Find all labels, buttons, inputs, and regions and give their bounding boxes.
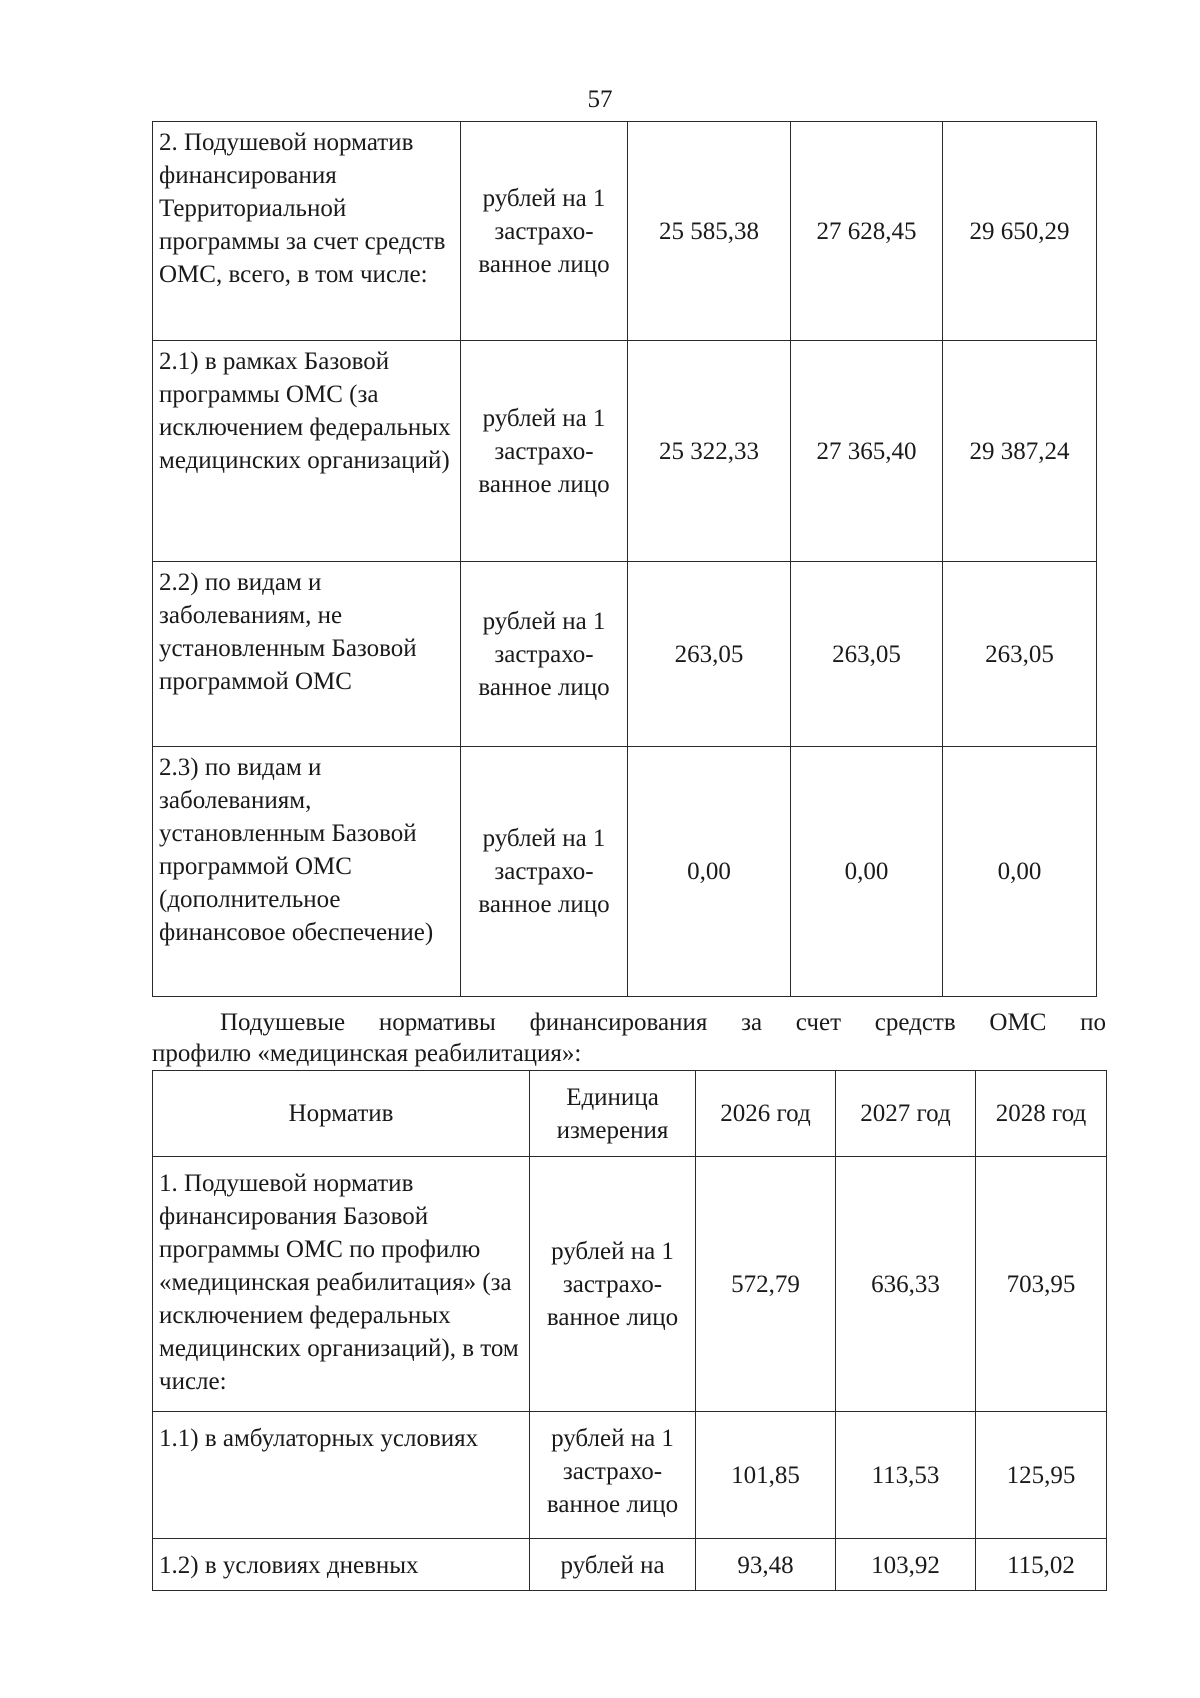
- value-2027: 103,92: [836, 1539, 976, 1591]
- header-2028: 2028 год: [976, 1071, 1107, 1157]
- row-unit: рублей на 1 застрахо-ванное лицо: [461, 341, 628, 562]
- row-label: 2.1) в рамках Базовой программы ОМС (за исключением федеральных медицинских организаций): [153, 341, 461, 562]
- value-2026: 101,85: [696, 1412, 836, 1539]
- value-2026: 93,48: [696, 1539, 836, 1591]
- value-2028: 115,02: [976, 1539, 1107, 1591]
- row-unit: рублей на 1 застрахо-ванное лицо: [530, 1412, 696, 1539]
- value-2027: 0,00: [791, 747, 943, 997]
- table-row: [153, 1539, 1107, 1591]
- value-2026: 572,79: [696, 1157, 836, 1412]
- value-2026: 25 585,38: [628, 122, 791, 341]
- value-2026: 263,05: [628, 562, 791, 747]
- value-2028: 0,00: [943, 747, 1097, 997]
- value-2028: 29 650,29: [943, 122, 1097, 341]
- value-2027: 113,53: [836, 1412, 976, 1539]
- paragraph-line-1: Подушевые нормативы финансирования за счет средств ОМС по: [220, 1009, 1106, 1036]
- table-row: [153, 747, 1097, 997]
- value-2026: 25 322,33: [628, 341, 791, 562]
- table-row: [153, 1157, 1107, 1412]
- table-row: [153, 341, 1097, 562]
- table-row: [153, 122, 1097, 341]
- value-2027: 263,05: [791, 562, 943, 747]
- paragraph-line-2: профилю «медицинская реабилитация»:: [152, 1040, 582, 1067]
- value-2026: 0,00: [628, 747, 791, 997]
- value-2027: 27 365,40: [791, 341, 943, 562]
- row-unit: рублей на 1 застрахо-ванное лицо: [461, 562, 628, 747]
- row-label: 2.3) по видам и заболеваниям, установленным Базовой программой ОМС (дополнительное финансовое обеспечение): [153, 747, 461, 997]
- header-2027: 2027 год: [836, 1071, 976, 1157]
- section-paragraph: [152, 1007, 1106, 1069]
- norms-table-rehabilitation: [152, 1070, 1107, 1591]
- value-2027: 27 628,45: [791, 122, 943, 341]
- page-number: 57: [587, 86, 613, 113]
- row-unit: рублей на 1 застрахо-ванное лицо: [461, 122, 628, 341]
- header-norm: Норматив: [153, 1071, 530, 1157]
- value-2028: 703,95: [976, 1157, 1107, 1412]
- row-unit: рублей на: [530, 1539, 696, 1591]
- header-unit: Единица измерения: [530, 1071, 696, 1157]
- header-2026: 2026 год: [696, 1071, 836, 1157]
- row-unit: рублей на 1 застрахо-ванное лицо: [461, 747, 628, 997]
- row-label: 1.1) в амбулаторных условиях: [153, 1412, 530, 1539]
- table-row: [153, 562, 1097, 747]
- row-label: 2.2) по видам и заболеваниям, не установленным Базовой программой ОМС: [153, 562, 461, 747]
- row-label: 1. Подушевой норматив финансирования Базовой программы ОМС по профилю «медицинская реабилитация» (за исключением федеральных медицинских организаций), в том числе:: [153, 1157, 530, 1412]
- table-row: [153, 1412, 1107, 1539]
- row-unit: рублей на 1 застрахо-ванное лицо: [530, 1157, 696, 1412]
- norms-table-oms: [152, 121, 1097, 997]
- value-2027: 636,33: [836, 1157, 976, 1412]
- value-2028: 29 387,24: [943, 341, 1097, 562]
- table-header-row: [153, 1071, 1107, 1157]
- value-2028: 263,05: [943, 562, 1097, 747]
- row-label: 1.2) в условиях дневных: [153, 1539, 530, 1591]
- value-2028: 125,95: [976, 1412, 1107, 1539]
- row-label: 2. Подушевой норматив финансирования Территориальной программы за счет средств ОМС, всего, в том числе:: [153, 122, 461, 341]
